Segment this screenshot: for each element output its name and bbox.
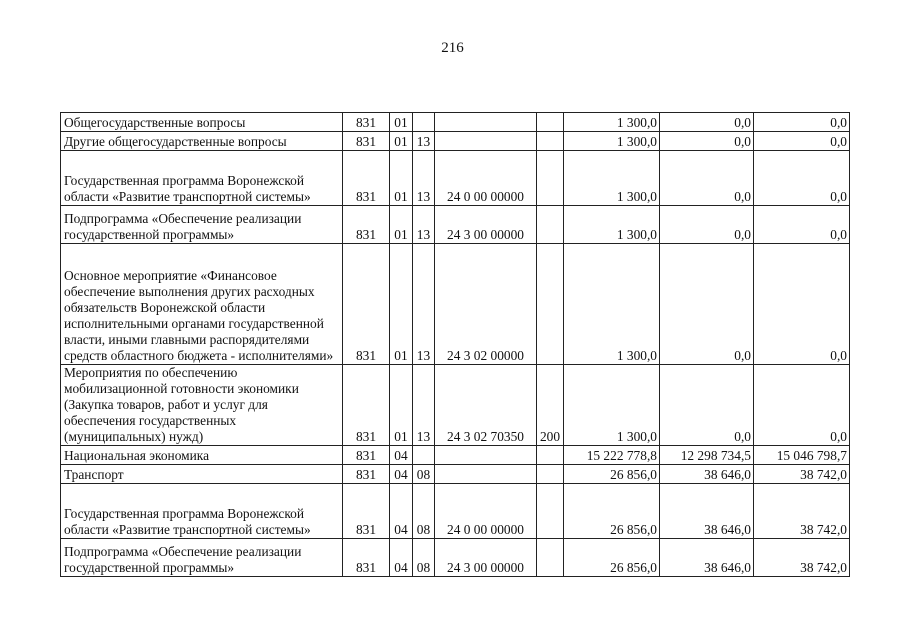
expense-type [537,446,564,465]
amount-year3: 38 742,0 [754,539,850,577]
table-row [61,484,850,539]
row-name: Мероприятия по обеспечению мобилизационной готовности экономики (Закупка товаров, работ и услуг для обеспечения государственных (муниципальных) нужд) [61,365,343,446]
amount-year1: 26 856,0 [564,484,660,539]
table-row [61,365,850,446]
amount-year2: 0,0 [660,244,754,365]
table-row [61,151,850,206]
section-code: 04 [390,446,413,465]
admin-code: 831 [343,365,390,446]
amount-year3: 0,0 [754,206,850,244]
budget-table [60,112,850,577]
subsection-code: 08 [413,539,435,577]
expense-type [537,539,564,577]
amount-year2: 0,0 [660,132,754,151]
expense-type [537,244,564,365]
expense-type [537,484,564,539]
section-code: 01 [390,132,413,151]
expense-type: 200 [537,365,564,446]
subsection-code: 08 [413,484,435,539]
section-code: 04 [390,539,413,577]
amount-year1: 1 300,0 [564,365,660,446]
amount-year3: 15 046 798,7 [754,446,850,465]
amount-year2: 12 298 734,5 [660,446,754,465]
subsection-code [413,446,435,465]
row-name: Государственная программа Воронежской области «Развитие транспортной системы» [61,484,343,539]
section-code: 04 [390,484,413,539]
row-name: Другие общегосударственные вопросы [61,132,343,151]
subsection-code: 13 [413,206,435,244]
admin-code: 831 [343,446,390,465]
admin-code: 831 [343,244,390,365]
amount-year1: 1 300,0 [564,113,660,132]
table-row [61,206,850,244]
expense-type [537,113,564,132]
amount-year2: 0,0 [660,365,754,446]
target-article: 24 0 00 00000 [435,151,537,206]
table-row [61,446,850,465]
admin-code: 831 [343,539,390,577]
row-name: Основное мероприятие «Финансовое обеспечение выполнения других расходных обязательств Воронежской области исполнительными органами государственной власти, иными главными распорядителями средств областного бюджета - исполнителями» [61,244,343,365]
amount-year2: 38 646,0 [660,539,754,577]
target-article: 24 3 02 00000 [435,244,537,365]
row-name: Подпрограмма «Обеспечение реализации государственной программы» [61,539,343,577]
admin-code: 831 [343,113,390,132]
section-code: 01 [390,113,413,132]
subsection-code: 13 [413,244,435,365]
admin-code: 831 [343,132,390,151]
subsection-code: 13 [413,151,435,206]
amount-year1: 26 856,0 [564,465,660,484]
amount-year3: 0,0 [754,132,850,151]
target-article: 24 0 00 00000 [435,484,537,539]
table-row [61,244,850,365]
amount-year3: 0,0 [754,244,850,365]
admin-code: 831 [343,484,390,539]
amount-year3: 0,0 [754,151,850,206]
target-article: 24 3 00 00000 [435,539,537,577]
section-code: 04 [390,465,413,484]
expense-type [537,206,564,244]
section-code: 01 [390,365,413,446]
page-number: 216 [441,40,464,56]
table-row [61,113,850,132]
target-article: 24 3 00 00000 [435,206,537,244]
amount-year1: 26 856,0 [564,539,660,577]
amount-year1: 1 300,0 [564,206,660,244]
amount-year1: 15 222 778,8 [564,446,660,465]
subsection-code: 13 [413,132,435,151]
section-code: 01 [390,151,413,206]
amount-year2: 0,0 [660,151,754,206]
row-name: Подпрограмма «Обеспечение реализации государственной программы» [61,206,343,244]
row-name: Общегосударственные вопросы [61,113,343,132]
amount-year1: 1 300,0 [564,244,660,365]
amount-year2: 38 646,0 [660,484,754,539]
target-article [435,446,537,465]
table-row [61,132,850,151]
amount-year2: 38 646,0 [660,465,754,484]
target-article [435,132,537,151]
admin-code: 831 [343,206,390,244]
amount-year2: 0,0 [660,113,754,132]
row-name: Национальная экономика [61,446,343,465]
expense-type [537,132,564,151]
target-article: 24 3 02 70350 [435,365,537,446]
amount-year3: 38 742,0 [754,484,850,539]
amount-year1: 1 300,0 [564,151,660,206]
row-name: Транспорт [61,465,343,484]
expense-type [537,465,564,484]
subsection-code: 13 [413,365,435,446]
table-row [61,539,850,577]
expense-type [537,151,564,206]
subsection-code [413,113,435,132]
target-article [435,113,537,132]
amount-year3: 0,0 [754,113,850,132]
section-code: 01 [390,206,413,244]
admin-code: 831 [343,465,390,484]
admin-code: 831 [343,151,390,206]
subsection-code: 08 [413,465,435,484]
table-row [61,465,850,484]
amount-year3: 38 742,0 [754,465,850,484]
target-article [435,465,537,484]
section-code: 01 [390,244,413,365]
amount-year3: 0,0 [754,365,850,446]
amount-year2: 0,0 [660,206,754,244]
amount-year1: 1 300,0 [564,132,660,151]
row-name: Государственная программа Воронежской области «Развитие транспортной системы» [61,151,343,206]
